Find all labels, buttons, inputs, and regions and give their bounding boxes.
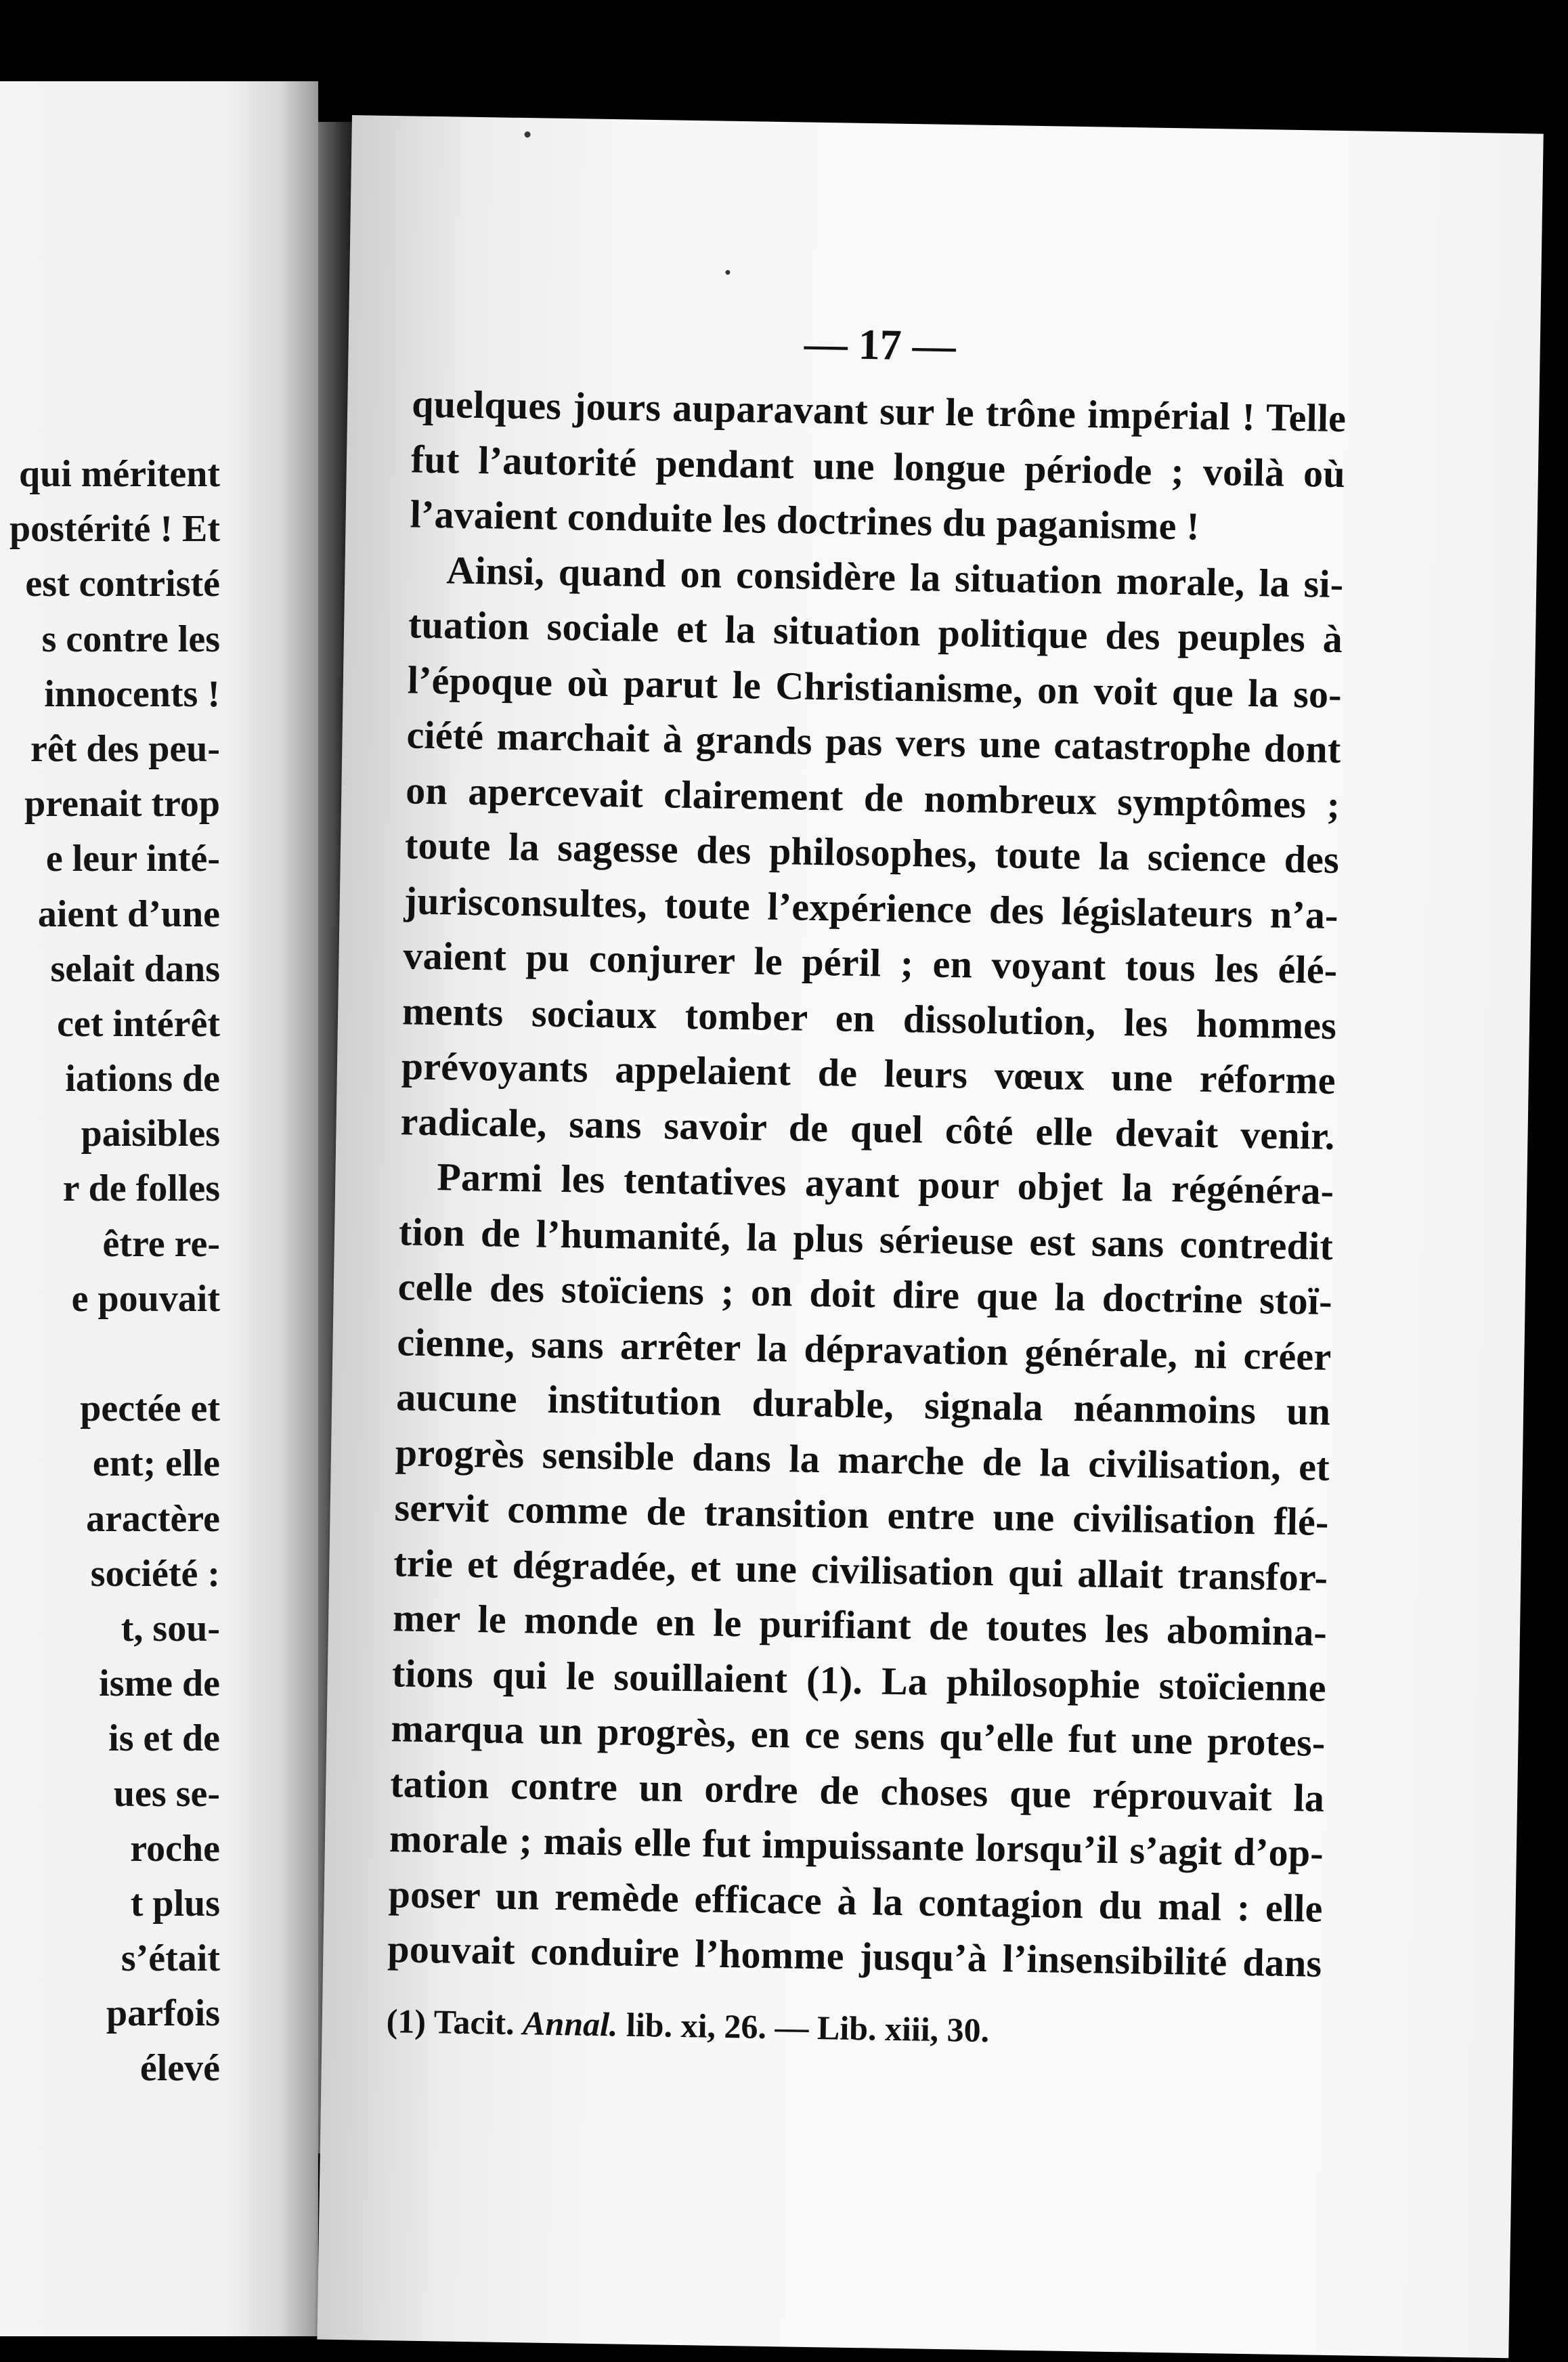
left-line: t plus [130,1882,220,1925]
left-line: prenait trop [24,783,220,825]
left-line [0,1327,318,1381]
text-line: aucune institution durable, signala néanmoins un [395,1375,1331,1434]
left-line: postérité ! Et [9,508,220,551]
left-line: ent; elle [92,1442,220,1485]
text-line: on apercevait clairement de nombreux symptômes ; [405,767,1341,827]
left-line: iations de [65,1058,220,1100]
paragraph-3 [387,1148,1334,1991]
left-line: s’était [121,1937,220,1980]
text-line: radicale, sans savoir de quel côté elle devait venir. [400,1098,1336,1158]
text-line: tions qui le souillaient (1). La philosophie stoïcienne [391,1650,1327,1710]
paragraph-1 [410,376,1347,556]
text-line: morale ; mais elle fut impuissante lorsqu’il s’agit d’op- [389,1816,1324,1875]
left-line: élevé [139,2047,220,2090]
text-line: Ainsi, quand on considère la situation morale, la si- [445,547,1344,606]
left-line: innocents ! [44,672,220,715]
text-line: l’époque où parut le Christianisme, on voit que la so- [407,657,1343,716]
right-page [317,115,1543,2358]
text-line: fut l’autorité pendant une longue période ; voilà où [410,436,1346,496]
text-line: toute la sagesse des philosophes, toute la science des [404,823,1340,882]
text-line: marqua un progrès, en ce sens qu’elle fut une protes- [391,1706,1326,1765]
footnote-work: Annal. [522,2003,618,2044]
ink-speck [525,131,531,137]
left-line: t, sou- [121,1607,220,1650]
left-line: cet intérêt [57,1002,220,1045]
left-line: aractère [86,1497,220,1540]
left-line: être re- [102,1222,220,1265]
text-line: tuation sociale et la situation politique des peuples à [408,602,1343,662]
footnote [386,1997,1321,2059]
text-line: cienne, sans arrêter la dépravation générale, ni créer [397,1319,1332,1379]
left-line: is et de [108,1717,220,1760]
left-page [0,81,318,2336]
page-body [386,312,1347,2059]
left-line: est contristé [25,563,220,605]
left-line: e pouvait [71,1277,220,1320]
left-line: société : [90,1552,220,1595]
left-line: roche [130,1827,220,1870]
left-line: pectée et [80,1388,220,1430]
left-line: ues se- [113,1772,220,1815]
text-line: poser un remède efficace à la contagion du mal : elle [388,1871,1324,1931]
text-line: vaient pu conjurer le péril ; en voyant tous les élé- [403,933,1338,993]
text-line: l’avaient conduite les doctrines du paganisme ! [410,492,1200,549]
text-line: tation contre un ordre de choses que réprouvait la [389,1761,1325,1820]
left-line: paisibles [81,1113,220,1155]
left-line: rêt des peu- [30,727,220,770]
footnote-author: Tacit. [433,2002,515,2042]
text-line: progrès sensible dans la marche de la civilisation, et [395,1430,1330,1489]
text-line: ments sociaux tomber en dissolution, les hommes [401,988,1337,1048]
paragraph-2 [400,542,1344,1163]
ink-speck [725,270,730,275]
text-line: tion de l’humanité, la plus sérieuse est sans contredit [398,1209,1334,1268]
text-line: servit comme de transition entre une civilisation flé- [394,1485,1330,1544]
text-line: celle des stoïciens ; on doit dire que la doctrine stoï- [397,1264,1333,1323]
text-line: quelques jours auparavant sur le trône impérial ! Telle [411,381,1347,441]
text-line: jurisconsultes, toute l’expérience des législateurs n’a- [404,878,1339,937]
left-line: isme de [99,1662,220,1705]
left-line: selait dans [50,947,220,990]
left-line: qui méritent [18,453,220,495]
left-line: e leur inté- [45,838,220,880]
text-line: ciété marchait à grands pas vers une catastrophe dont [406,712,1341,772]
page-number: — 17 — [804,319,957,370]
text-line: trie et dégradée, et une civilisation qui allait transfor- [393,1540,1328,1599]
left-page-text [0,447,318,2097]
left-line: s contre les [41,618,220,660]
left-line: aient d’une [37,893,220,935]
footnote-marker: (1) [386,2001,427,2040]
text-line: Parmi les tentatives ayant pour objet la régénéra- [436,1155,1334,1213]
footnote-reference: lib. xi, 26. — Lib. xiii, 30. [626,2005,990,2049]
text-line: mer le monde en le purifiant de toutes les abomina- [392,1595,1328,1654]
left-line: parfois [106,1992,220,2035]
text-line: pouvait conduire l’homme jusqu’à l’insensibilité dans [387,1927,1322,1985]
text-line: prévoyants appelaient de leurs vœux une réforme [401,1044,1336,1102]
left-line: r de folles [62,1167,220,1210]
